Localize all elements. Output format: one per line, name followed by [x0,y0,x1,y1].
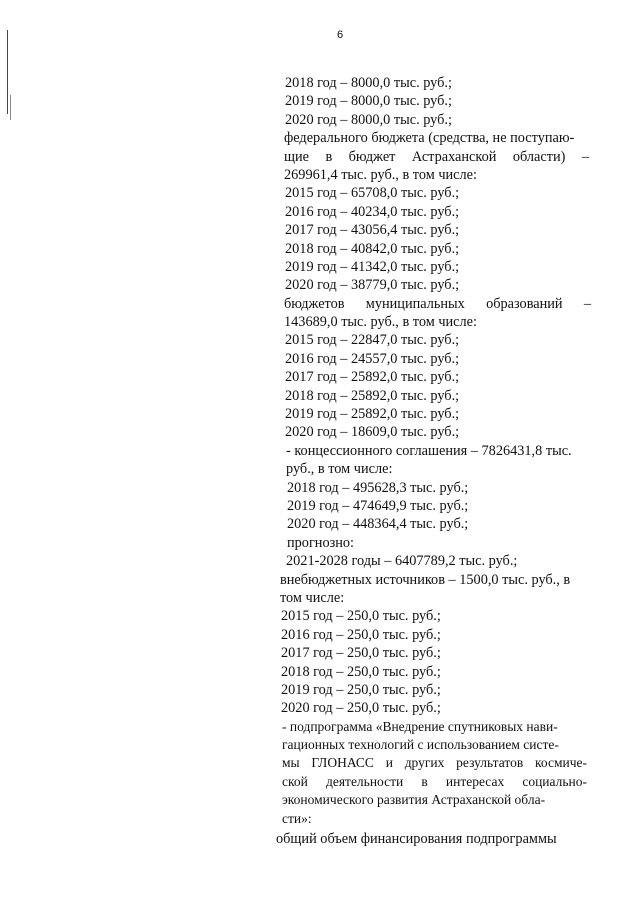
financing-text-block [0,74,640,848]
text-line: 2019 год – 250,0 тыс. руб.; [281,681,441,698]
text-line: 2020 год – 8000,0 тыс. руб.; [285,111,452,128]
text-line: 2021-2028 годы – 6407789,2 тыс. руб.; [286,553,518,570]
text-line: сти»: [282,810,312,826]
text-line: - подпрограмма «Внедрение спутниковых нави- [282,718,558,734]
text-line: 2019 год – 25892,0 тыс. руб.; [285,406,460,423]
text-line: 2020 год – 448364,4 тыс. руб.; [287,516,469,533]
text-line: 2016 год – 24557,0 тыс. руб.; [285,350,460,367]
text-line: 2019 год – 41342,0 тыс. руб.; [285,258,460,275]
text-line: 2016 год – 40234,0 тыс. руб.; [285,203,460,220]
text-line: 2018 год – 495628,3 тыс. руб.; [287,479,469,496]
text-line: 143689,0 тыс. руб., в том числе: [284,314,477,331]
text-line: внебюджетных источников – 1500,0 тыс. руб., в [280,571,571,588]
text-line: 2018 год – 25892,0 тыс. руб.; [285,387,460,404]
text-line: 2016 год – 250,0 тыс. руб.; [281,626,441,643]
text-line: 2017 год – 25892,0 тыс. руб.; [285,369,460,386]
text-line: 2015 год – 22847,0 тыс. руб.; [285,332,460,349]
text-line: - концессионного соглашения – 7826431,8 тыс. [286,442,572,459]
text-line: 2019 год – 8000,0 тыс. руб.; [285,93,452,110]
text-line: 2017 год – 43056,4 тыс. руб.; [285,222,460,239]
text-line: гационных технологий с использованием систе- [282,737,559,753]
text-line: 2018 год – 8000,0 тыс. руб.; [285,75,452,91]
text-line: ской деятельности в интересах социально- [282,773,587,789]
text-line: 2015 год – 65708,0 тыс. руб.; [285,185,460,202]
text-line: том числе: [280,589,345,606]
text-line: федерального бюджета (средства, не поступаю- [284,130,575,147]
text-line: 269961,4 тыс. руб., в том числе: [284,166,477,183]
text-line: 2018 год – 40842,0 тыс. руб.; [285,240,460,257]
text-line: 2020 год – 38779,0 тыс. руб.; [285,277,460,294]
text-line: экономического развития Астраханской обла- [282,792,546,808]
text-line: прогнозно: [287,534,355,551]
text-line: бюджетов муниципальных образований – [284,295,591,312]
text-line: 2017 год – 250,0 тыс. руб.; [281,645,441,662]
text-line: общий объем финансирования подпрограммы [276,831,557,848]
text-line: мы ГЛОНАСС и других результатов космиче- [282,755,587,771]
page-number: 6 [336,29,344,41]
text-line: 2015 год – 250,0 тыс. руб.; [281,608,441,625]
text-line: 2020 год – 18609,0 тыс. руб.; [285,424,460,441]
text-line: руб., в том числе: [286,461,393,478]
text-line: 2019 год – 474649,9 тыс. руб.; [287,497,469,514]
text-line: 2018 год – 250,0 тыс. руб.; [281,663,441,680]
text-line: щие в бюджет Астраханской области) – [284,148,589,165]
text-line: 2020 год – 250,0 тыс. руб.; [281,700,441,717]
